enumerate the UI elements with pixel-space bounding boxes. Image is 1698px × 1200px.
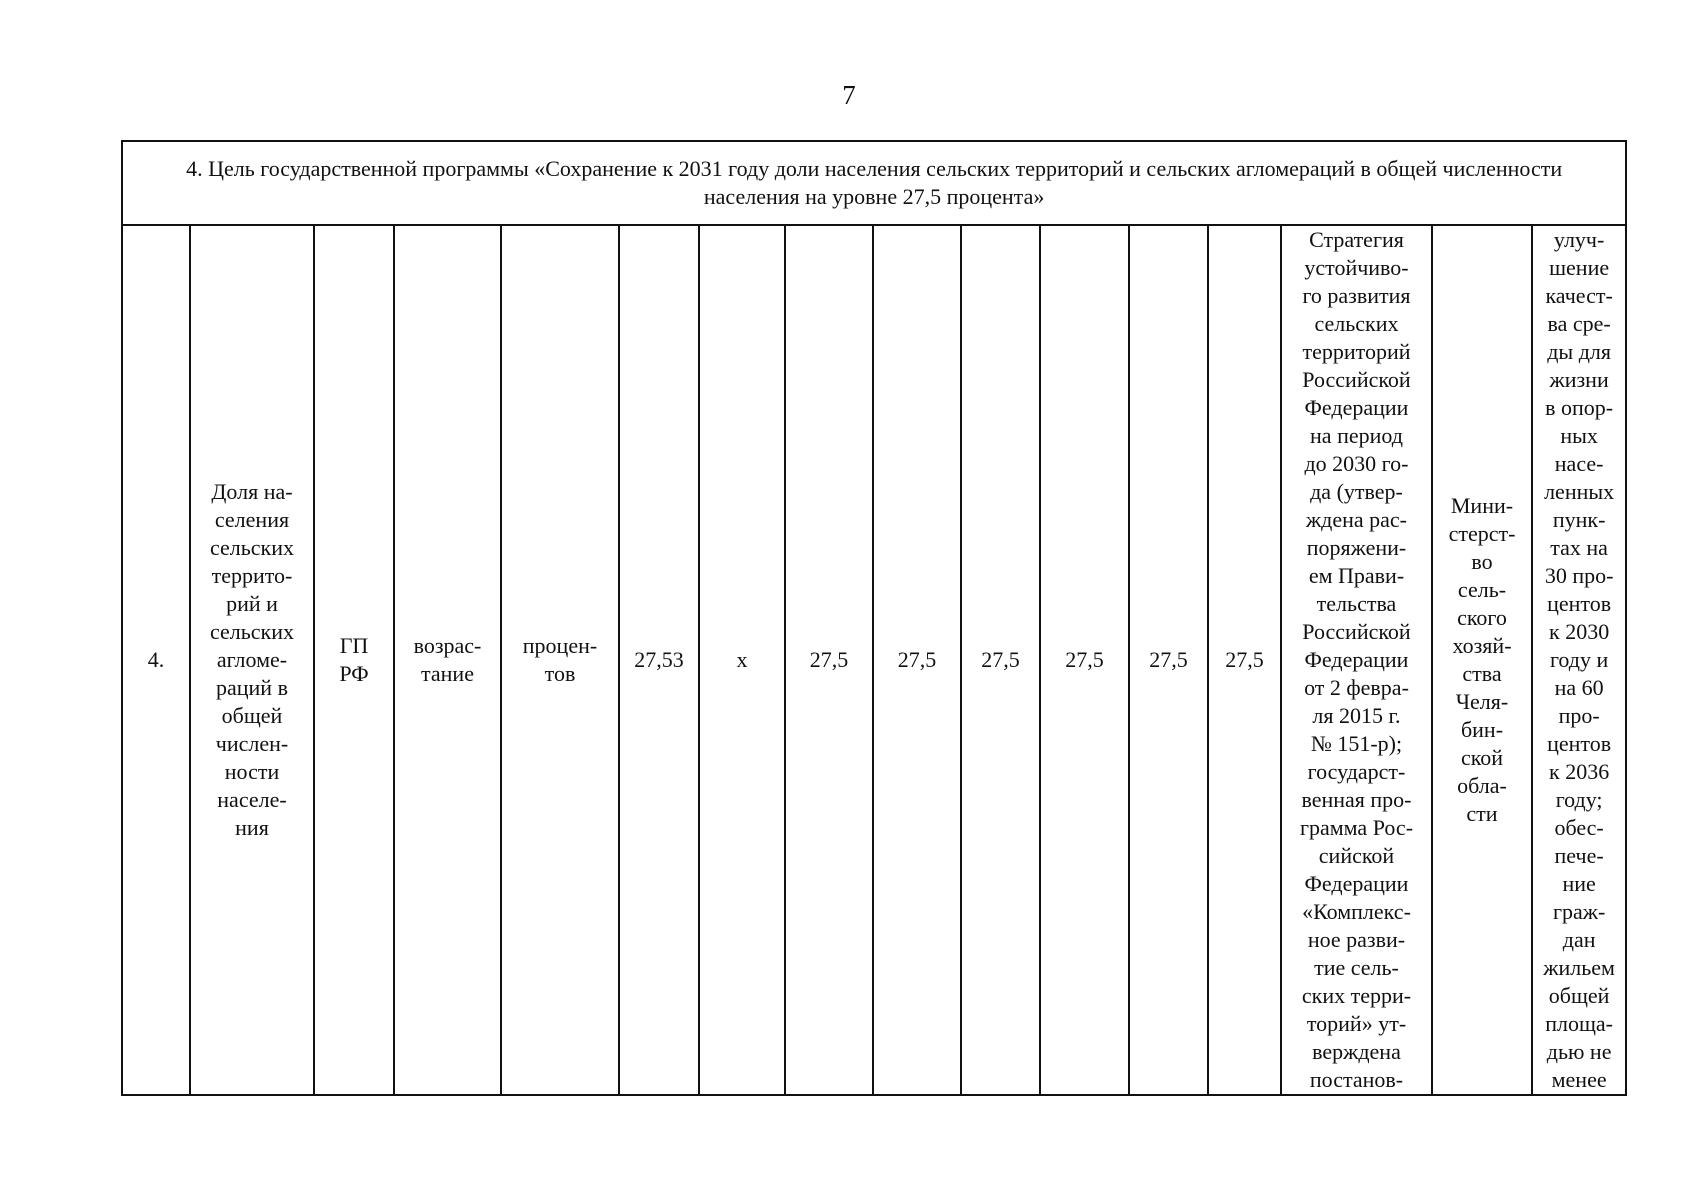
goal-heading: 4. Цель государственной программы «Сохранение к 2031 году доли населения сельских территорий и сельских агломераций в общей численности населения на уровне 27,5 процента» xyxy=(122,141,1626,225)
indicator-row xyxy=(122,225,1626,1095)
indicator-unit: процен- тов xyxy=(522,633,598,686)
source-document: Стратегия устойчиво- го развития сельских территорий Российской Федерации на период до 2030 го- да (утвер- ждена рас- поряжени- ем Прави- тельства Российской Федерации от 2 февра- ля 2015 г. № 151-р); государст- венная про- грамма Рос- сийской Федерации «Комплекс- ное разви- тие сель- ских терри- торий» ут- верждена постанов- xyxy=(1299,227,1414,1092)
indicator-level: ГП РФ xyxy=(339,633,369,686)
indicator-name: Доля на- селения сельских террито- рий и сельских агломе- раций в общей числен- ности населе- ния xyxy=(209,479,295,840)
responsible-body: Мини- стерст- во сель- ского хозяй- ства Челя- бин- ской обла- сти xyxy=(1448,493,1516,826)
document-cell xyxy=(1281,225,1432,1095)
indicator-trend: возрас- тание xyxy=(413,633,482,686)
page-number: 7 xyxy=(842,80,856,110)
level-cell xyxy=(314,225,394,1095)
expected-result: улуч- шение качест- ва сре- ды для жизни в опор- ных насе- ленных пунк- тах на 30 про- центов к 2030 году и на 60 про- центов к 2036 году; обес- пече- ние граж- дан жильем общей площа- дью не менее xyxy=(1543,227,1615,1092)
trend-cell xyxy=(394,225,501,1095)
indicator-name-cell xyxy=(190,225,314,1095)
goal-row xyxy=(122,141,1626,225)
indicator-table xyxy=(121,140,1627,1096)
unit-cell xyxy=(501,225,619,1095)
x-value: х xyxy=(699,225,785,1095)
year-value: 27,5 xyxy=(1040,225,1129,1095)
year-value: 27,5 xyxy=(873,225,961,1095)
year-value: 27,5 xyxy=(1129,225,1208,1095)
base-value: 27,53 xyxy=(619,225,699,1095)
responsible-cell xyxy=(1432,225,1532,1095)
row-number: 4. xyxy=(122,225,190,1095)
year-value: 27,5 xyxy=(961,225,1040,1095)
result-cell xyxy=(1532,225,1626,1095)
year-value: 27,5 xyxy=(1208,225,1281,1095)
year-value: 27,5 xyxy=(785,225,873,1095)
